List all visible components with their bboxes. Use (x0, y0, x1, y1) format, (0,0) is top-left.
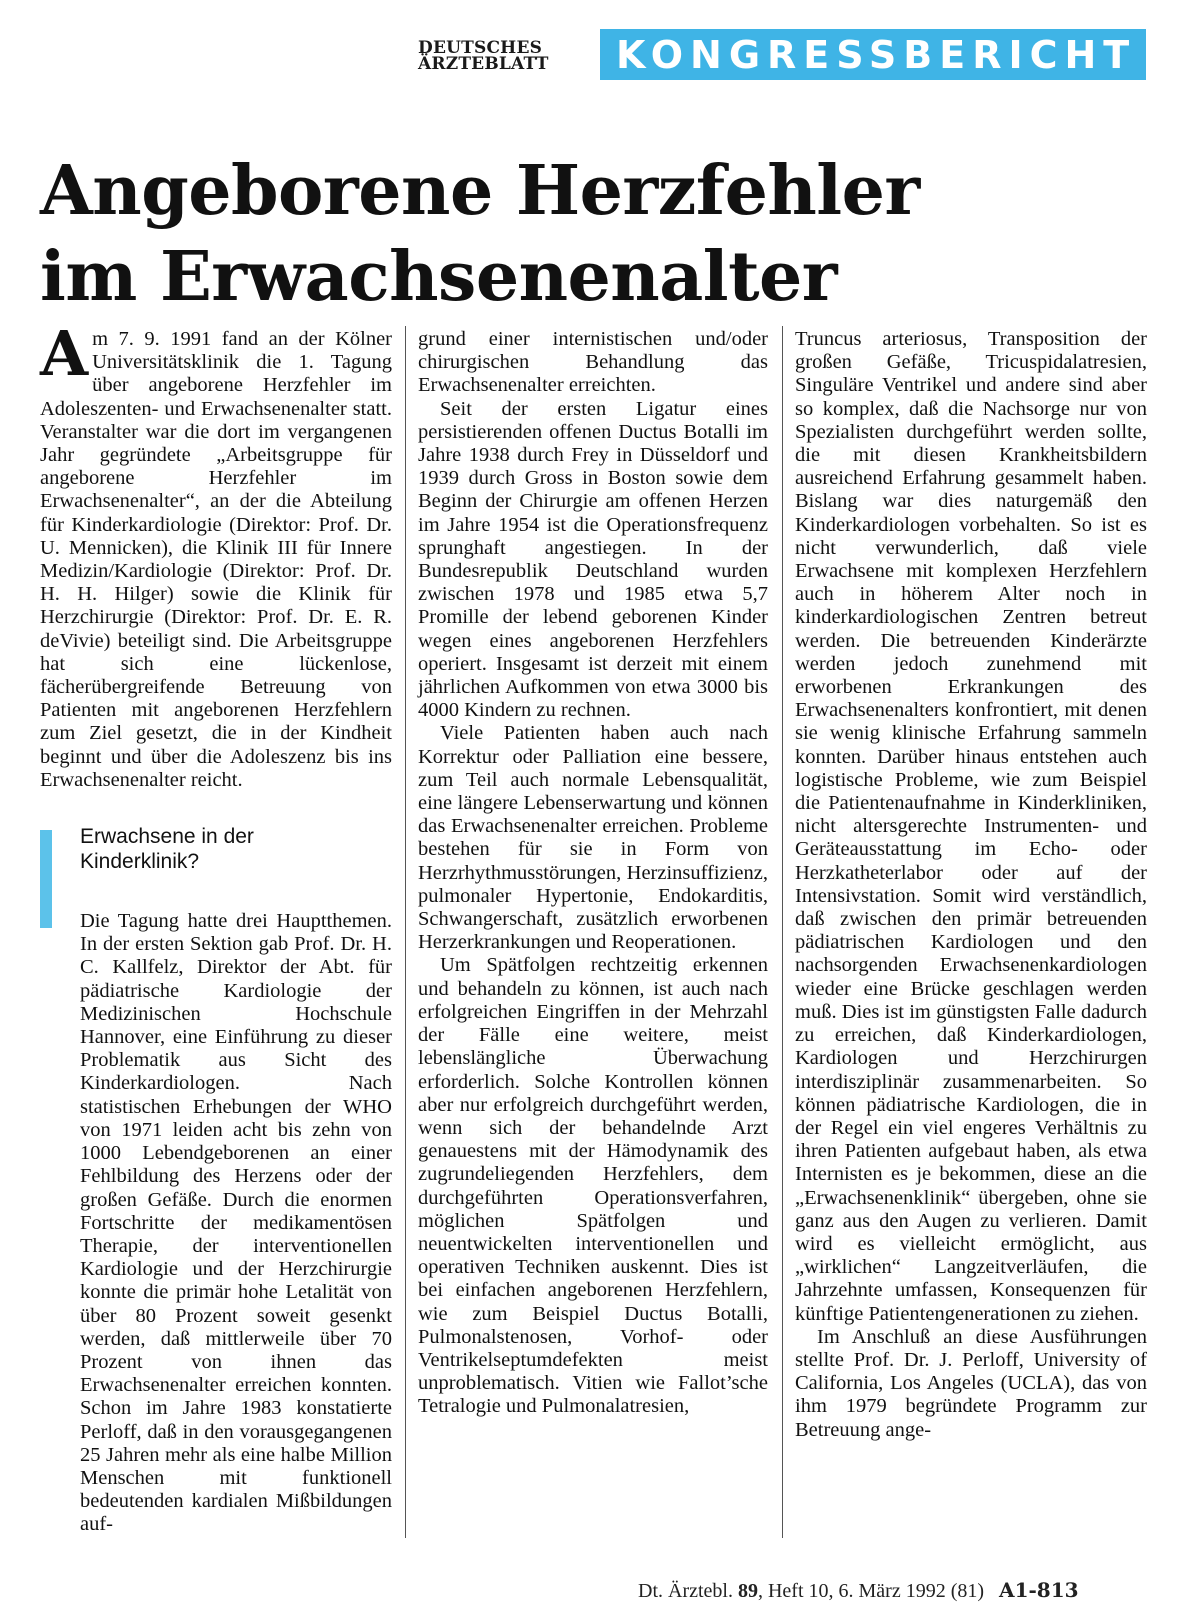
citation-rest: , Heft 10, 6. März 1992 (81) (757, 1580, 985, 1602)
body-paragraph: Um Spätfolgen rechtzeitig erkennen und behandeln zu können, ist auch nach erfolgreichen Eingriffen in der Mehrzahl der Fälle eine weitere, meist lebenslängliche Überwachung erforderlich. Solche Kontrollen können aber nur erfolgreich durchgeführt werden, wenn sich der behandelnde Arzt genauestens mit der Hämodynamik des zugrundeliegenden Herzfehlers, dem durchgeführten Operationsverfahren, möglichen Spätfolgen und neuentwickelten interventionellen und operativen Techniken auskennt. Dies ist bei einfachen angeborenen Herzfehlern, wie zum Beispiel Ductus Botalli, Pulmonalstenosen, Vorhof- oder Ventrikelseptumdefekten meist unproblematisch. Vitien wie Fallot’sche Tetralogie und Pulmonalatresien, (418, 954, 768, 1418)
page-number: A1-813 (999, 1578, 1079, 1602)
body-paragraph: Im Anschluß an diese Ausführungen stellte Prof. Dr. J. Perloff, University of California, Los Angeles (UCLA), das von ihm 1979 begründete Programm zur Betreuung ange- (795, 1325, 1147, 1441)
column-3 (795, 328, 1147, 1442)
body-paragraph: Truncus arteriosus, Transposition der großen Gefäße, Tricuspidalatresien, Singuläre Ventrikel und andere sind aber so komplex, daß die Nachsorge nur von Spezialisten durchgeführt werden sollte, die mit diesen Krankheitsbildern ausreichend Erfahrung gesammelt haben. Bislang war dies naturgemäß den Kinderkardiologen vorbehalten. So ist es nicht verwunderlich, daß viele Erwachsene mit komplexen Herzfehlern auch in höherem Alter noch in kinderkardiologischen Zentren betreut werden. Die betreuenden Kinderärzte werden jedoch zunehmend mit erworbenen Erkrankungen des Erwachsenenalters konfrontiert, mit denen sie wenig klinische Erfahrung sammeln konnten. Darüber hinaus entstehen auch logistische Probleme, wie zum Beispiel die Patientenaufnahme in Kinderkliniken, nicht altersgerechte Instrumenten- und Geräteausstattung im Echo- oder Herzkatheterlabor oder auf der Intensivstation. Somit wird verständlich, daß zwischen den primär betreuenden pädiatrischen Kardiologen und den nachsorgenden Erwachsenenkardiologen wieder eine Brücke geschlagen werden muß. Dies ist im günstigsten Falle dadurch zu erreichen, daß Kinderkardiologen, Kardiologen und Herzchirurgen interdisziplinär zusammenarbeiten. So können pädiatrische Kardiologen, die in der Regel ein viel engeres Verhältnis zu ihren Patienten aufgebaut haben, als etwa Internisten es je bekommen, diese an die „Erwachsenenklinik“ übergeben, ohne sie ganz aus den Augen zu verlieren. Damit wird es vielleicht ermöglicht, aus „wirklichen“ Langzeitverläufen, die Jahrzehnte umfassen, Konsequenzen für künftige Patientengenerationen zu ziehen. (795, 328, 1147, 1325)
title-line-2: im Erwachsenenalter (40, 237, 838, 317)
section-label: KONGRESSBERICHT (616, 32, 1137, 77)
body-paragraph: Seit der ersten Ligatur eines persistierenden offenen Ductus Botalli im Jahre 1938 durch Frey in Düsseldorf und 1939 durch Gross in Boston sowie dem Beginn der Chirurgie am offenen Herzen im Jahre 1954 ist die Operationsfrequenz sprunghaft angestiegen. In der Bundesrepublik Deutschland wurden zwischen 1978 und 1985 etwa 5,7 Promille der lebend geborenen Kinder wegen eines angeborenen Herzfehlers operiert. Insgesamt ist derzeit mit einem jährlichen Aufkommen von etwa 3000 bis 4000 Kindern zu rechnen. (418, 397, 768, 722)
intro-paragraph (40, 317, 392, 792)
section-banner (600, 29, 1146, 80)
citation-volume: 89 (737, 1580, 758, 1602)
column-divider-1 (405, 326, 406, 1538)
subheading-line-1: Erwachsene in der (80, 825, 254, 849)
subheading-accent-bar (40, 830, 52, 928)
title-line-1: Angeborene Herzfehler (40, 151, 920, 231)
subheading-line-2: Kinderklinik? (80, 850, 200, 874)
body-paragraph: Viele Patienten haben auch nach Korrektur oder Palliation eine bessere, zum Teil auch normale Lebensqualität, eine längere Lebenserwartung und können das Erwachsenenalter erreichen. Probleme bestehen für sie in Form von Herzrhythmusstörungen, Herzinsuffizienz, pulmonaler Hypertonie, Endokarditis, Schwangerschaft, zusätzlich erworbenen Herzerkrankungen und Reoperationen. (418, 722, 768, 954)
body-paragraph: Die Tagung hatte drei Hauptthemen. In der ersten Sektion gab Prof. Dr. H. C. Kallfelz, Direktor der Abt. für pädiatrische Kardiologie der Medizinischen Hochschule Hannover, eine Einführung zu dieser Problematik aus Sicht des Kinderkardiologen. Nach statistischen Erhebungen der WHO von 1971 leiden acht bis zehn von 1000 Lebendgeborenen an einer Fehlbildung des Herzens oder der großen Gefäße. Durch die enormen Fortschritte der medikamentösen Therapie, der interventionellen Kardiologie und der Herzchirurgie konnte die primär hohe Letalität von über 80 Prozent soweit gesenkt werden, daß mittlerweile über 70 Prozent von ihnen das Erwachsenenalter erreichen konnten. Schon im Jahre 1983 konstatierte Perloff, daß in den vorausgegangenen 25 Jahren mehr als eine halbe Million Menschen mit funktionell bedeutenden kardialen Mißbildungen auf- (80, 910, 392, 1536)
body-paragraph: grund einer internistischen und/oder chirurgischen Behandlung das Erwachsenenalter erreichten. (418, 328, 768, 397)
journal-logo-line2: ÄRZTEBLATT (418, 54, 549, 74)
journal-logo-line1: DEUTSCHES (418, 38, 543, 58)
article-title (40, 148, 1140, 320)
column-2 (418, 328, 768, 1419)
drop-cap: A (40, 317, 89, 390)
journal-logo (418, 40, 588, 72)
column-divider-2 (782, 326, 783, 1538)
subheading (80, 824, 380, 874)
subheading-block (40, 824, 392, 898)
intro-text: m 7. 9. 1991 fand an der Kölner Universitätsklinik die 1. Tagung über angeborene Herzfehler im Adoleszenten- und Erwachsenenalter statt. Veranstalter war die dort im vergangenen Jahr gegründete „Arbeitsgruppe für angeborene Herzfehler im Erwachsenenalter“, an der die Abteilung für Kinderkardiologie (Direktor: Prof. Dr. U. Mennicken), die Klinik III für Innere Medizin/Kardiologie (Direktor: Prof. Dr. H. H. Hilger) sowie die Klinik für Herzchirurgie (Direktor: Prof. Dr. E. R. deVivie) beteiligt sind. Die Arbeitsgruppe hat sich eine lückenlose, fächerübergreifende Betreuung von Patienten mit angeborenen Herzfehlern zum Ziel gesetzt, die in der Kindheit beginnt und über die Adoleszenz bis ins Erwachsenenalter reicht. (40, 328, 392, 791)
citation-prefix: Dt. Ärztebl. (638, 1580, 733, 1602)
page-footer (638, 1578, 1148, 1603)
column-1 (40, 317, 392, 1537)
